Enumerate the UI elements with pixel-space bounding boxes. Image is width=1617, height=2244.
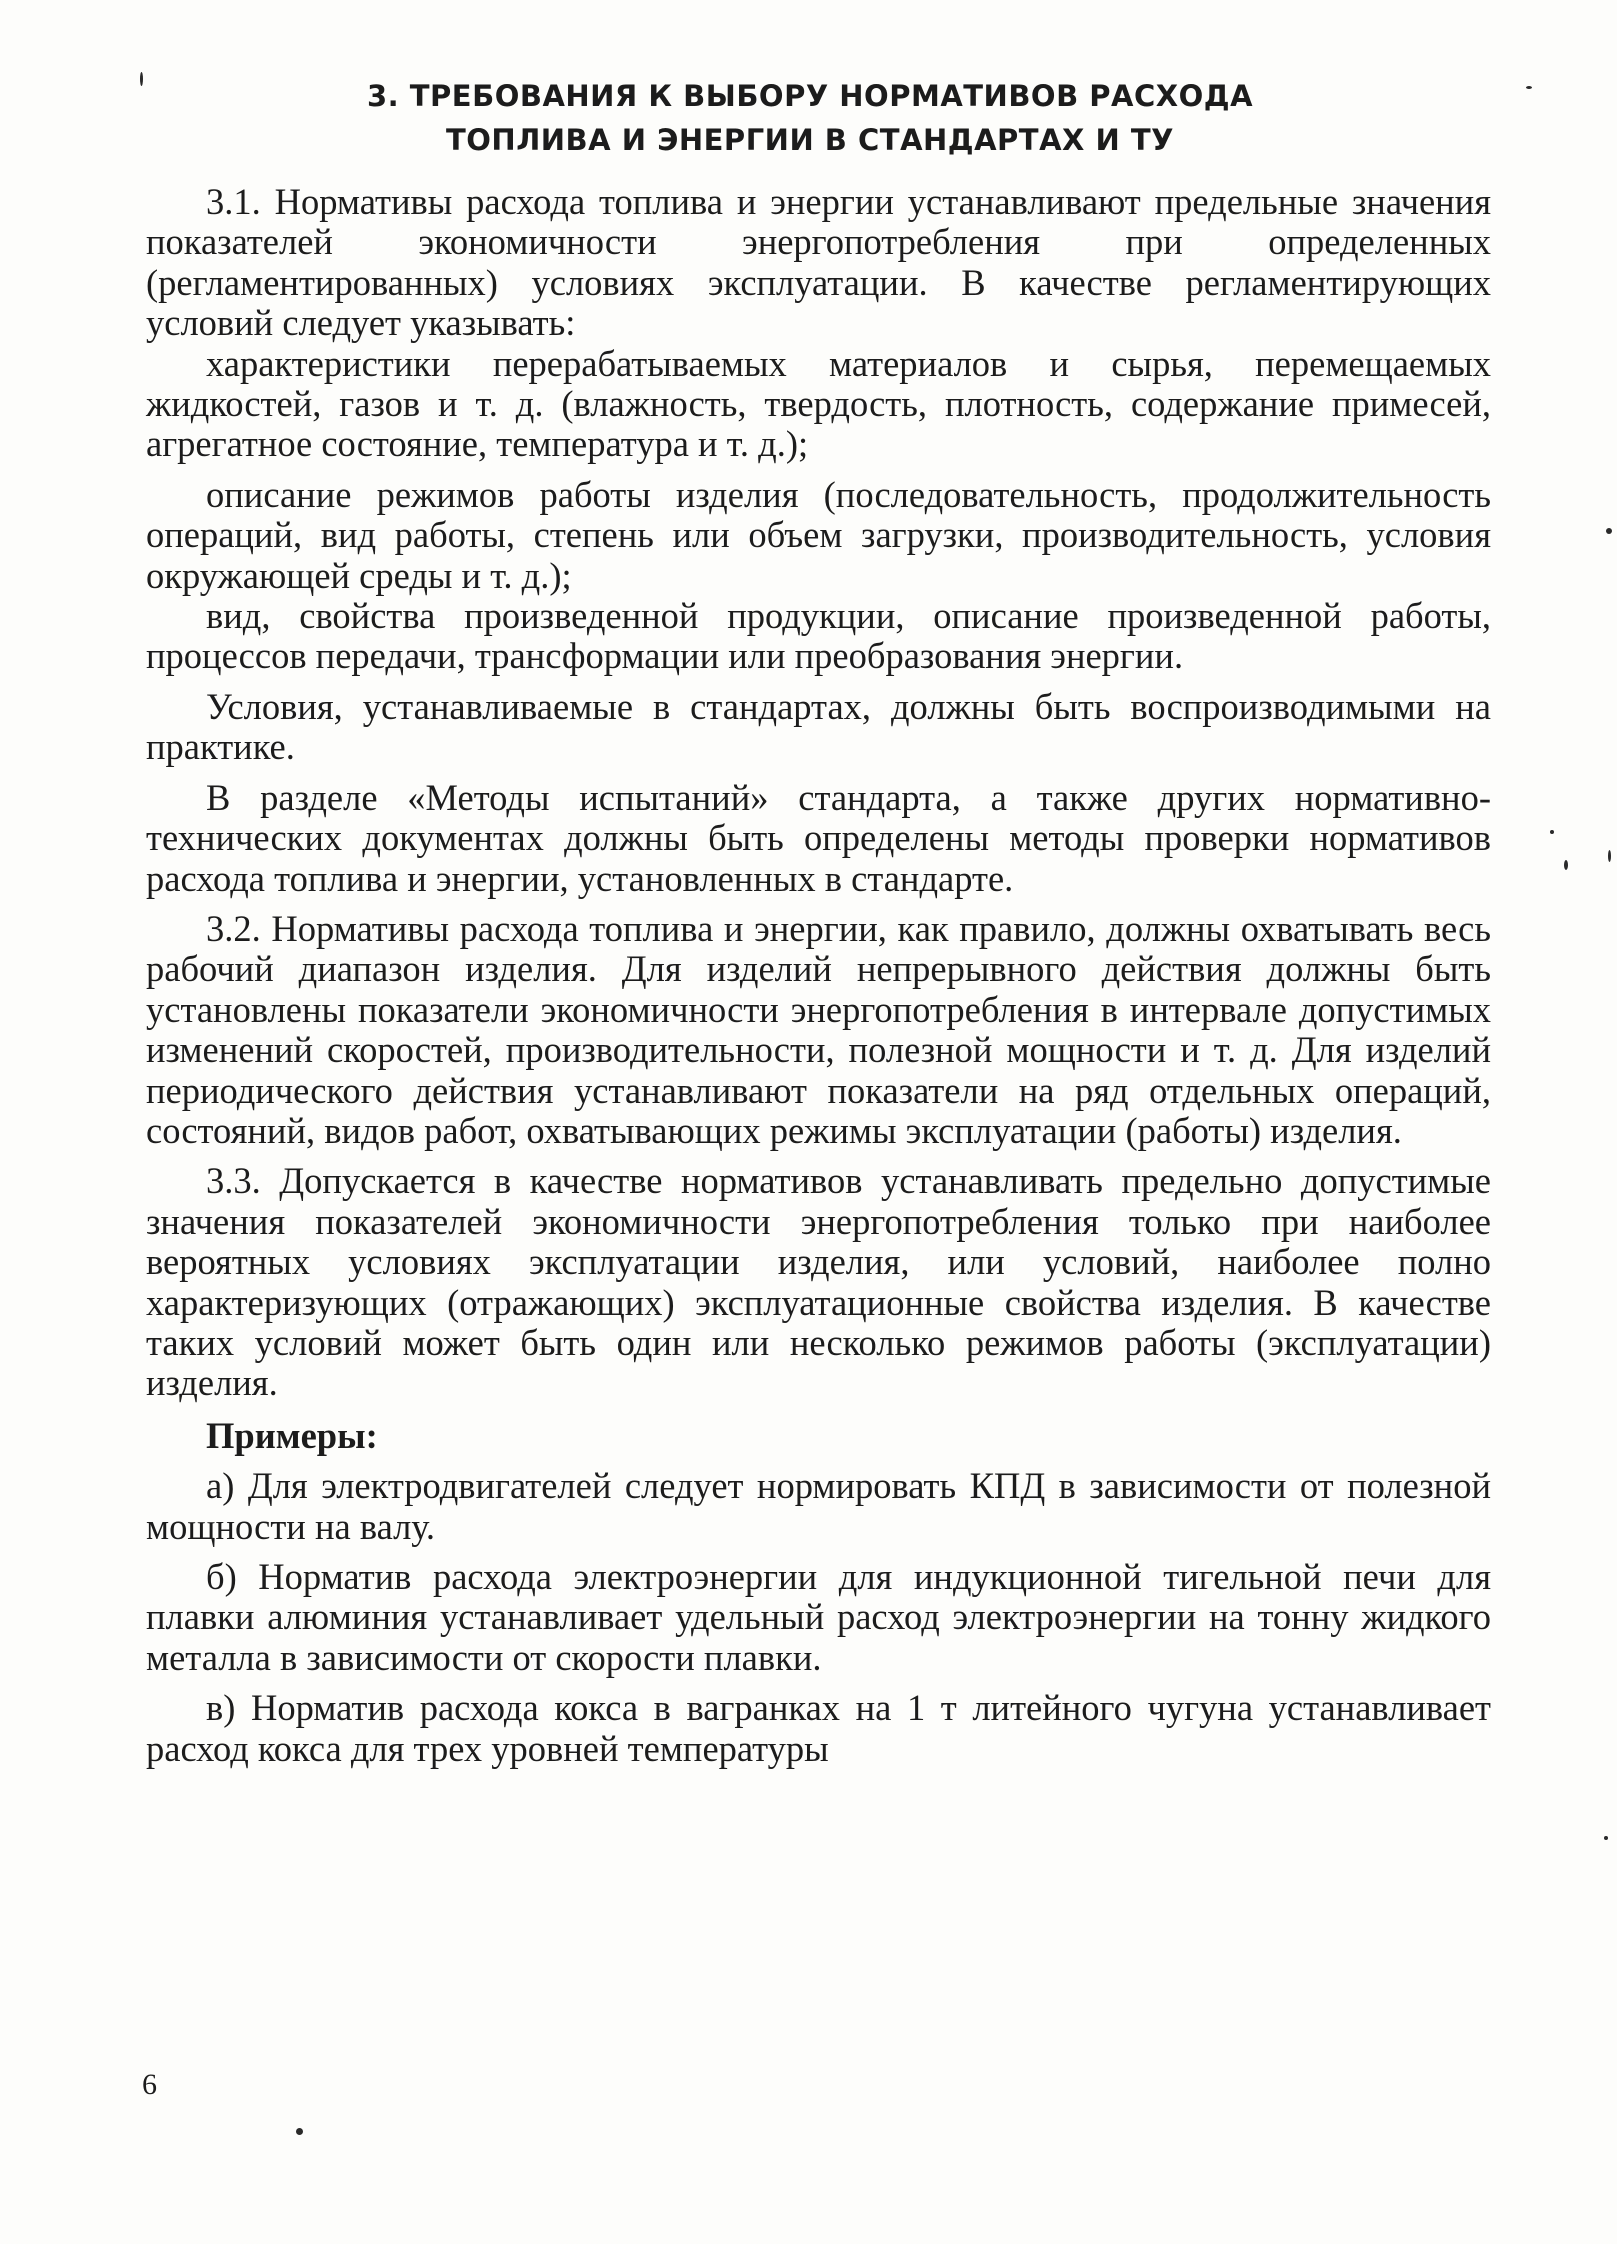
paragraph-3-2: 3.2. Нормативы расхода топлива и энергии, как правило, должны охватывать весь рабочий диапазон изделия. Для изделий непрерывного действия должны быть установлены показатели экономичности энергопотребления в интервале допустимых изменений скоростей, производительности, полезной мощности и т. д. Для изделий периодического действия устанавливают показатели на ряд отдельных операций, состояний, видов работ, охватывающих режимы эксплуатации (работы) изделия. [146,907,1491,1151]
list-item-modes: описание режимов работы изделия (последовательность, продолжительность операций, вид работы, степень или объем загрузки, производительность, условия окружающей среды и т. д.); [146,473,1491,596]
example-b: б) Норматив расхода электроэнергии для индукционной тигельной печи для плавки алюминия устанавливает удельный расход электроэнергии на тонну жидкого металла в зависимости от скорости плавки. [146,1556,1491,1678]
scan-speck [296,2128,303,2135]
paragraph-3-3: 3.3. Допускается в качестве нормативов устанавливать предельно допустимые значения показателей экономичности энергопотребления только при наиболее вероятных условиях эксплуатации изделия, или условий, наиболее полно характеризующих (отражающих) эксплуатационные свойства изделия. В качестве таких условий может быть один или несколько режимов работы (эксплуатации) изделия. [146,1160,1491,1404]
scan-speck [140,72,143,86]
list-item-products: вид, свойства произведенной продукции, описание произведенной работы, процессов передачи, трансформации или преобразования энергии. [146,595,1491,677]
body-text [146,182,1491,1772]
paragraph-conditions: Условия, устанавливаемые в стандартах, должны быть воспроизводимыми на практике. [146,685,1491,768]
section-heading-line-2: ТОПЛИВА И ЭНЕРГИИ В СТАНДАРТАХ И ТУ [446,123,1174,157]
section-heading-line-1: 3. ТРЕБОВАНИЯ К ВЫБОРУ НОРМАТИВОВ РАСХОДА [366,79,1254,113]
scan-speck [1526,86,1532,89]
scan-speck [1606,528,1612,534]
paragraph-test-methods: В разделе «Методы испытаний» стандарта, а также других нормативно-технических документах должны быть определены методы проверки нормативов расхода топлива и энергии, установленных в стандарте. [146,776,1491,899]
scan-speck [1604,1836,1608,1840]
scan-speck [1550,830,1554,834]
example-a: а) Для электродвигателей следует нормировать КПД в зависимости от полезной мощности на валу. [146,1465,1491,1547]
section-heading [150,74,1470,162]
page-number: 6 [142,2068,157,2101]
scan-speck [1564,860,1568,870]
examples-title: Примеры: [206,1414,378,1456]
list-item-materials: характеристики перерабатываемых материалов и сырья, перемещаемых жидкостей, газов и т. д. (влажность, твердость, плотность, содержание примесей, агрегатное состояние, температура и т. д.); [146,342,1491,465]
paragraph-3-1: 3.1. Нормативы расхода топлива и энергии устанавливают предельные значения показателей экономичности энергопотребления при определенных (регламентированных) условиях эксплуатации. В качестве регламентирующих условий следует указывать: [146,181,1491,344]
example-c: в) Норматив расхода кокса в вагранках на 1 т литейного чугуна устанавливает расход кокса для трех уровней температуры [146,1687,1491,1769]
scan-speck [1608,850,1611,862]
